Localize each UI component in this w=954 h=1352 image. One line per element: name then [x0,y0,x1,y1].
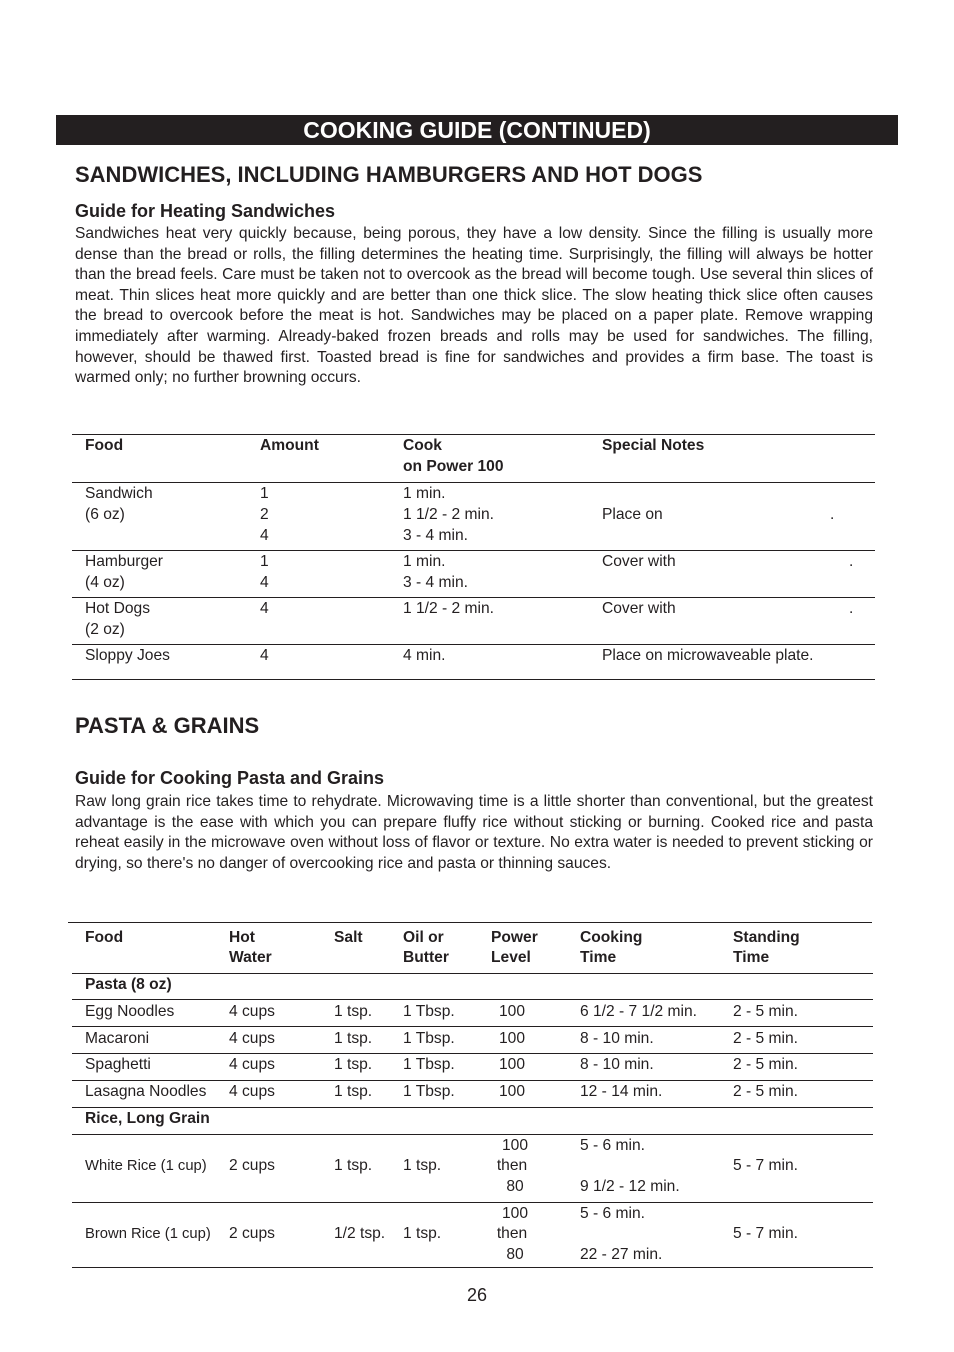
cook-time: 1 min. [403,553,446,570]
pasta-subtitle: Guide for Cooking Pasta and Grains [75,768,385,788]
table-rule [72,999,873,1000]
cooking-time: 5 - 6 min. [580,1137,645,1154]
sandwiches-title: SANDWICHES, INCLUDING HAMBURGERS AND HOT DOGS [75,162,703,187]
special-note-end: . [830,506,835,523]
table-rule [72,1026,873,1027]
col-header-power-2: Level [491,949,531,966]
food-weight: (2 oz) [85,621,125,638]
col-header-power: Power [491,929,538,946]
page-number: 26 [466,1285,488,1305]
amount: 1 [260,485,269,502]
power-level: 80 [506,1178,524,1195]
pasta-title: PASTA & GRAINS [75,713,260,738]
page-banner: COOKING GUIDE (CONTINUED) [56,115,898,145]
food-name: Hamburger [85,553,163,570]
table-rule [72,482,875,483]
food-name: White Rice (1 cup) [85,1158,207,1174]
salt: 1 tsp. [334,1030,373,1047]
power-level: 100 [499,1030,526,1047]
special-note: Cover with [602,553,676,570]
cook-time: 3 - 4 min. [403,527,468,544]
special-note-end: . [849,600,854,617]
salt: 1 tsp. [334,1083,373,1100]
col-header-cook-power: on Power 100 [403,458,504,475]
special-note-end: . [849,553,854,570]
oil-butter: 1 tsp. [403,1225,442,1242]
col-header-food: Food [85,929,124,946]
table-rule [72,1267,873,1268]
col-header-time: Cooking [580,929,643,946]
oil-butter: 1 Tbsp. [403,1056,455,1073]
power-level: 100 [499,1056,526,1073]
amount: 4 [260,527,269,544]
hot-water: 2 cups [229,1157,275,1174]
power-level: 100 [501,1205,529,1222]
sandwiches-paragraph: Sandwiches heat very quickly because, being porous, they have a low density. Since the filling is usually more dense than the bread or rolls, the filling determines the heating time. Surprisingly, the filling will always be hotter than the bread feels. Care must be taken not to overcook as the bread will become tough. Use several thin slices of meat. Thin slices heat more quickly and are better than one thick slice. The slow heating thick slice often causes the bread to overcook before the meat is hot. Sandwiches may be placed on a paper plate. Remove wrapping immediately after warming. Already-baked frozen breads and rolls may be used for sandwiches. The filling, however, should be thawed first. Toasted bread is fine for sandwiches and provides a firm base. The toast is warmed only; no further browning occurs. [75,225,873,387]
special-note: Cover with [602,600,676,617]
power-level: 80 [506,1246,524,1263]
standing-time: 2 - 5 min. [733,1056,798,1073]
sandwiches-subtitle: Guide for Heating Sandwiches [75,201,336,221]
food-name: Lasagna Noodles [85,1083,207,1100]
section-label-rice: Rice, Long Grain [85,1110,210,1127]
cook-time: 4 min. [403,647,446,664]
standing-time: 5 - 7 min. [733,1225,798,1242]
cooking-time: 5 - 6 min. [580,1205,645,1222]
hot-water: 4 cups [229,1030,275,1047]
hot-water: 2 cups [229,1225,275,1242]
power-level: 100 [499,1003,526,1020]
hot-water: 4 cups [229,1003,275,1020]
hot-water: 4 cups [229,1056,275,1073]
cooking-time: 12 - 14 min. [580,1083,663,1100]
cooking-time: 6 1/2 - 7 1/2 min. [580,1003,698,1020]
food-name: Sandwich [85,485,153,502]
col-header-water-2: Water [229,949,272,966]
food-name: Hot Dogs [85,600,151,617]
section-label-pasta: Pasta (8 oz) [85,976,172,993]
salt: 1 tsp. [334,1003,373,1020]
food-name: Egg Noodles [85,1003,175,1020]
power-level-then: then [496,1225,528,1242]
table-rule [72,1202,873,1203]
table-rule [72,1080,873,1081]
cooking-time: 9 1/2 - 12 min. [580,1178,680,1195]
power-level-then: then [496,1157,528,1174]
table-rule [72,597,875,598]
col-header-notes: Special Notes [602,437,705,454]
cook-time: 3 - 4 min. [403,574,468,591]
standing-time: 2 - 5 min. [733,1083,798,1100]
table-rule [72,644,875,645]
col-header-time-2: Time [580,949,617,966]
special-note: Place on [602,506,663,523]
salt: 1/2 tsp. [334,1225,386,1242]
hot-water: 4 cups [229,1083,275,1100]
amount: 4 [260,600,269,617]
power-level: 100 [501,1137,529,1154]
food-weight: (6 oz) [85,506,125,523]
standing-time: 2 - 5 min. [733,1003,798,1020]
oil-butter: 1 tsp. [403,1157,442,1174]
cook-time: 1 1/2 - 2 min. [403,506,495,523]
table-rule [72,434,875,435]
col-header-salt: Salt [334,929,363,946]
salt: 1 tsp. [334,1056,373,1073]
cook-time: 1 min. [403,485,446,502]
power-level: 100 [499,1083,526,1100]
amount: 1 [260,553,269,570]
col-header-cook: Cook [403,437,442,454]
salt: 1 tsp. [334,1157,373,1174]
oil-butter: 1 Tbsp. [403,1003,455,1020]
col-header-amount: Amount [260,437,319,454]
table-rule [72,679,875,680]
col-header-oil: Oil or [403,929,444,946]
oil-butter: 1 Tbsp. [403,1083,455,1100]
cook-time: 1 1/2 - 2 min. [403,600,495,617]
col-header-oil-2: Butter [403,949,449,966]
food-name: Sloppy Joes [85,647,170,664]
col-header-standing-2: Time [733,949,770,966]
col-header-food: Food [85,437,124,454]
table-rule [72,973,873,974]
table-rule [72,1134,873,1135]
food-name: Macaroni [85,1030,150,1047]
amount: 2 [260,506,269,523]
cooking-time: 22 - 27 min. [580,1246,663,1263]
cooking-time: 8 - 10 min. [580,1030,654,1047]
col-header-water: Hot [229,929,255,946]
food-name: Spaghetti [85,1056,151,1073]
amount: 4 [260,574,269,591]
table-rule [72,550,875,551]
cooking-time: 8 - 10 min. [580,1056,654,1073]
amount: 4 [260,647,269,664]
pasta-paragraph: Raw long grain rice takes time to rehydrate. Microwaving time is a little shorter than conventional, but the greatest advantage is the ease with which you can prepare fluffy rice without sticking or burning. Cooked rice and pasta reheat easily in the microwave oven without loss of flavor or texture. No extra water is needed to prevent sticking or drying, so there's no danger of overcooking rice and pasta or thinning sauces. [75,793,873,872]
food-weight: (4 oz) [85,574,125,591]
table-rule [72,1107,873,1108]
standing-time: 2 - 5 min. [733,1030,798,1047]
food-name: Brown Rice (1 cup) [85,1226,211,1242]
col-header-standing: Standing [733,929,800,946]
table-rule [68,922,872,923]
special-note: Place on microwaveable plate. [602,647,814,664]
standing-time: 5 - 7 min. [733,1157,798,1174]
oil-butter: 1 Tbsp. [403,1030,455,1047]
table-rule [72,1053,873,1054]
